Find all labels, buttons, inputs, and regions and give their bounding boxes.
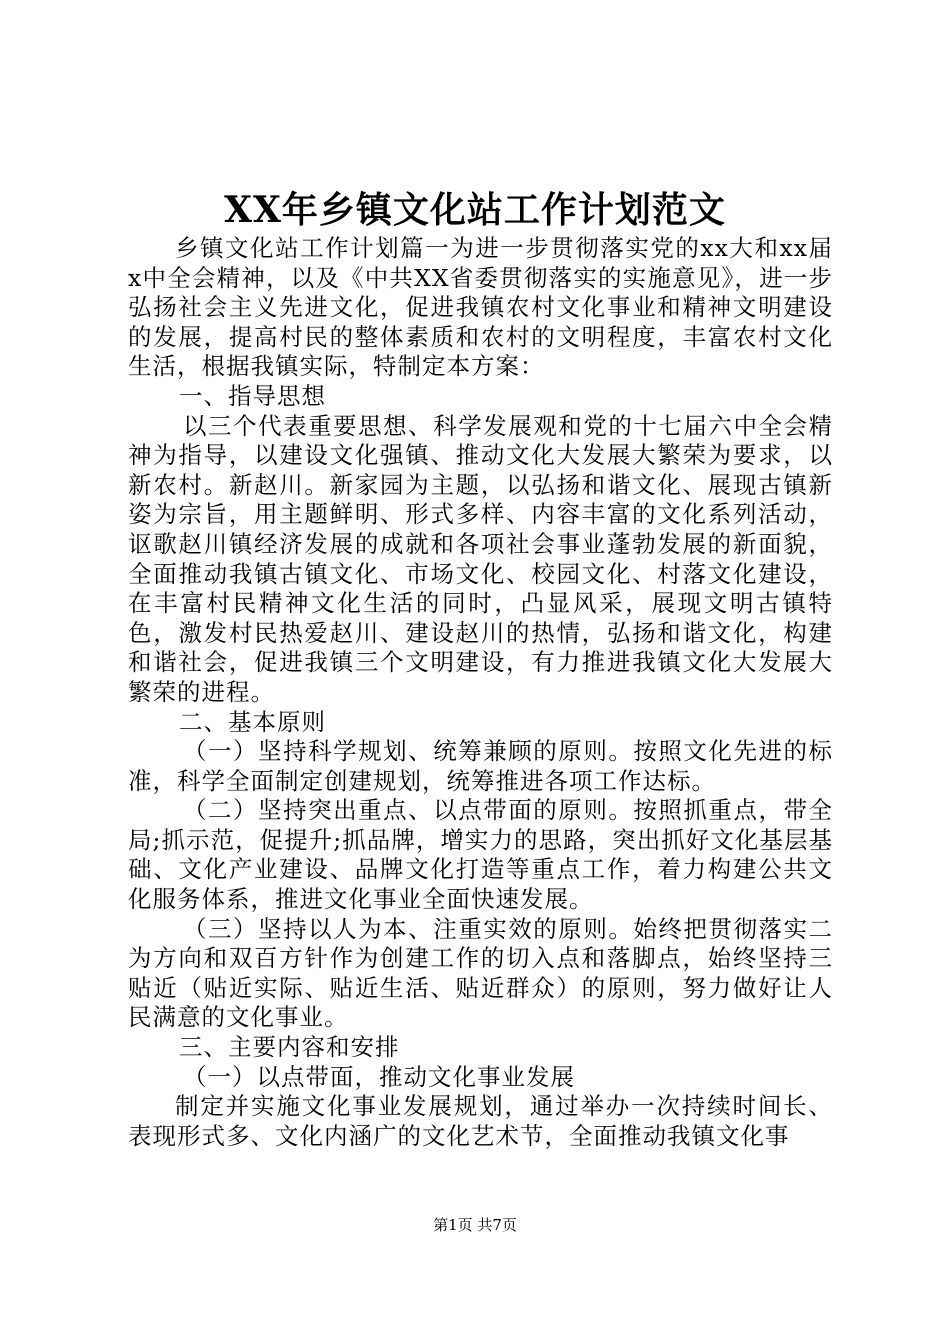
guiding-ideology-paragraph: 以三个代表重要思想、科学发展观和党的十七届六中全会精神为指导，以建设文化强镇、推动文化大发展大繁荣为要求，以新农村。新赵川。新家园为主题，以弘扬和谐文化、展现古镇新姿为宗旨，用主题鲜明、形式多样、内容丰富的文化系列活动，讴歌赵川镇经济发展的成就和各项社会事业蓬勃发展的新面貌，全面推动我镇古镇文化、市场文化、校园文化、村落文化建设，在丰富村民精神文化生活的同时，凸显风采，展现文明古镇特色，激发村民热爱赵川、建设赵川的热情，弘扬和谐文化，构建和谐社会，促进我镇三个文明建设，有力推进我镇文化大发展大繁荣的进程。 [128,411,833,706]
section-heading-main-content: 三、主要内容和安排 [179,1033,400,1062]
principle-2-paragraph: （二）坚持突出重点、以点带面的原则。按照抓重点，带全局;抓示范，促提升;抓品牌，增实力的思路，突出抓好文化基层基础、文化产业建设、品牌文化打造等重点工作，着力构建公共文化服务体系，推进文化事业全面快速发展。 [128,796,833,914]
principle-3-paragraph: （三）坚持以人为本、注重实效的原则。始终把贯彻落实二为方向和双百方针作为创建工作的切入点和落脚点，始终坚持三贴近（贴近实际、贴近生活、贴近群众）的原则，努力做好让人民满意的文化事业。 [128,914,833,1032]
section-heading-basic-principles: 二、基本原则 [179,707,326,736]
section-heading-guiding-ideology: 一、指导思想 [179,381,326,410]
document-title: XX年乡镇文化站工作计划范文 [224,189,726,231]
intro-paragraph: 乡镇文化站工作计划篇一为进一步贯彻落实党的xx大和xx届x中全会精神，以及《中共XX省委贯彻落实的实施意见》，进一步弘扬社会主义先进文化，促进我镇农村文化事业和精神文明建设的发展，提高村民的整体素质和农村的文明程度，丰富农村文化生活，根据我镇实际，特制定本方案： [128,234,833,381]
subsection-heading-1: （一）以点带面，推动文化事业发展 [183,1062,575,1091]
principle-1-paragraph: （一）坚持科学规划、统筹兼顾的原则。按照文化先进的标准，科学全面制定创建规划，统筹推进各项工作达标。 [128,737,833,795]
subsection-1-paragraph: 制定并实施文化事业发展规划，通过举办一次持续时间长、表现形式多、文化内涵广的文化艺术节，全面推动我镇文化事 [128,1092,833,1150]
page-footer: 第1页 共7页 [433,1216,517,1234]
document-body [128,234,833,1151]
